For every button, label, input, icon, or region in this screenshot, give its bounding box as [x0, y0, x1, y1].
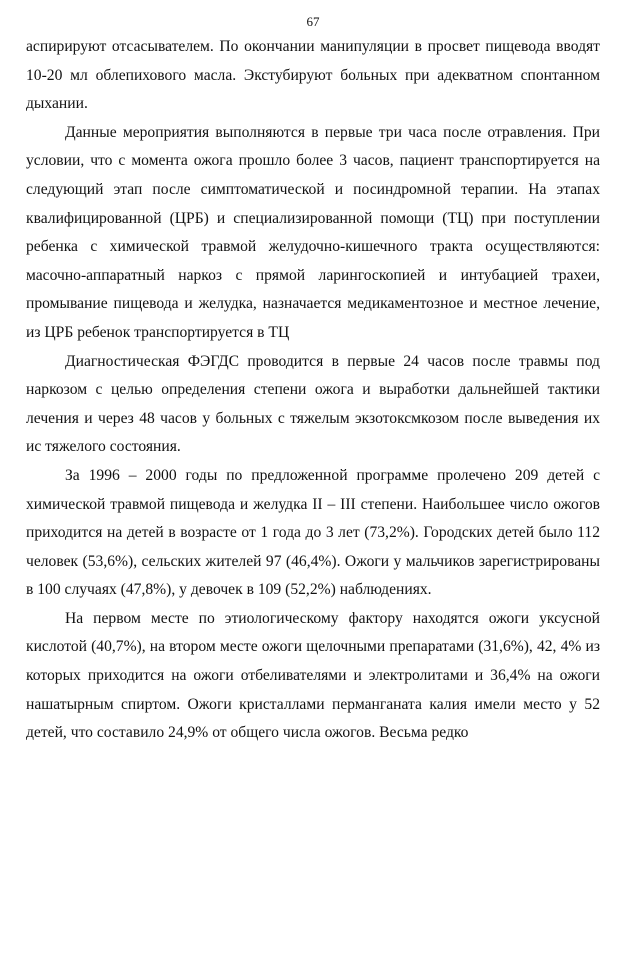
paragraph-statistics: За 1996 – 2000 годы по предложенной программе пролечено 209 детей с химической травмой пищевода и желудка II – III степени. Наибольшее число ожогов приходится на детей в возрасте от 1 года до 3 лет (73,2%). Городских детей было 112 человек (53,6%), сельских жителей 97 (46,4%). Ожоги у мальчиков зарегистрированы в 100 случаях (47,8%), у девочек в 109 (52,2%) наблюдениях. — [26, 466, 600, 599]
paragraph-continuation: аспирируют отсасывателем. По окончании манипуляции в просвет пищевода вводят 10-20 мл облепихового масла. Экстубируют больных при адекватном спонтанном дыхании. — [26, 38, 600, 113]
paragraph-diagnostic-egds: Диагностическая ФЭГДС проводится в первые 24 часов после травмы под наркозом с целью определения степени ожога и выработки дальнейшей тактики лечения и через 48 часов у больных с тяжелым экзотоксмкозом после выведения их ис тяжелого состояния. — [26, 352, 600, 456]
page-body — [26, 33, 600, 748]
paragraph-etiology: На первом месте по этиологическому фактору находятся ожоги уксусной кислотой (40,7%), на втором месте ожоги щелочными препаратами (31,6%), 42, 4% из которых приходится на ожоги отбеливателями и электролитами и 36,4% на ожоги нашатырным спиртом. Ожоги кристаллами перманганата калия имели место у 52 детей, что составило 24,9% от общего числа ожогов. Весьма редко — [26, 609, 600, 742]
page-number: 67 — [306, 14, 320, 29]
paragraph-first-aid-measures: Данные мероприятия выполняются в первые три часа после отравления. При условии, что с момента ожога прошло более 3 часов, пациент транспортируется на следующий этап после симптоматической и посиндромной терапии. На этапах квалифицированной (ЦРБ) и специализированной помощи (ТЦ) при поступлении ребенка с химической травмой желудочно-кишечного тракта осуществляются: масочно-аппаратный наркоз с прямой ларингоскопией и интубацией трахеи, промывание пищевода и желудка, назначается медикаментозное и местное лечение, из ЦРБ ребенок транспортируется в ТЦ — [26, 123, 600, 341]
